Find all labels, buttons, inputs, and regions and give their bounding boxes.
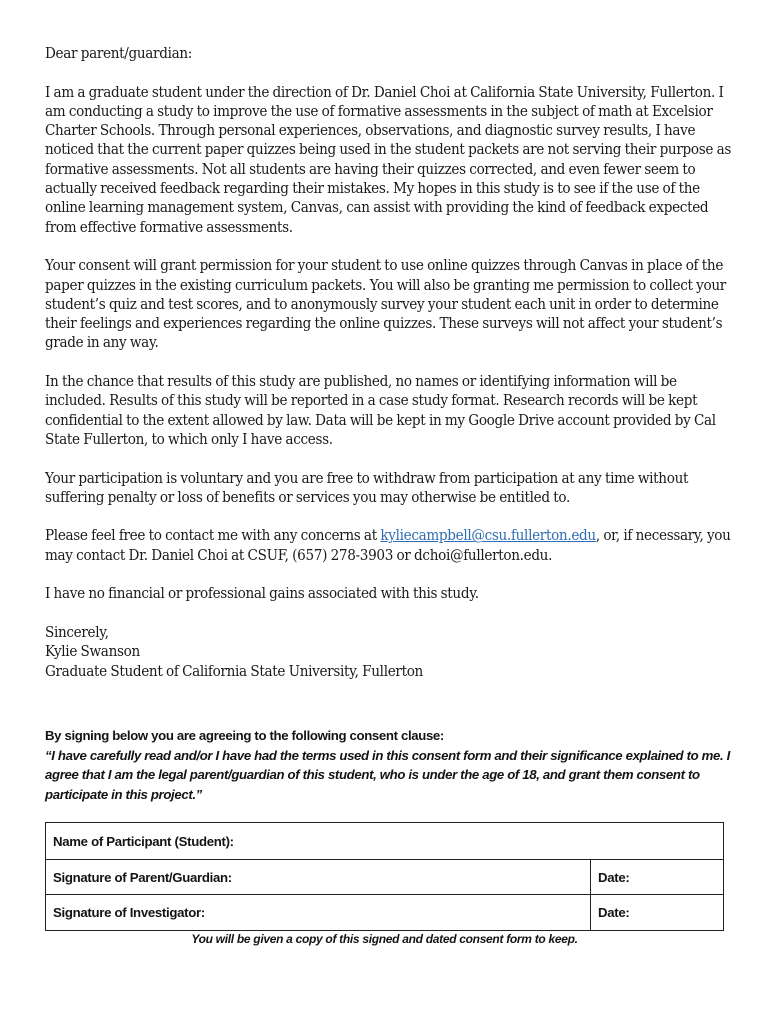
letter-text: [45, 44, 735, 681]
parent-signature-row: [46, 860, 724, 895]
investigator-date-label: Date:: [598, 905, 630, 920]
paragraph-confidentiality: In the chance that results of this study are published, no names or identifying information will be included. Results of this study will be reported in a case study format. Research records will be kept confidential to the extent allowed by law. Data will be kept in my Google Drive account provided by Cal State Fullerton, to which only I have access.: [45, 373, 716, 448]
salutation: Dear parent/guardian:: [45, 45, 193, 62]
consent-quote: “I have carefully read and/or I have had the terms used in this consent form and their significance explained to me. I agree that I am the legal parent/guardian of this student, who is under the age of 18, and grant them consent to participate in this project.”: [45, 747, 730, 802]
paragraph-contact: [45, 526, 735, 565]
paragraph-disclosure: I have no financial or professional gains associated with this study.: [45, 585, 479, 603]
copy-footnote: You will be given a copy of this signed and dated consent form to keep.: [191, 932, 578, 946]
participant-name-label: Name of Participant (Student):: [53, 833, 234, 849]
closing: Sincerely,: [45, 623, 109, 641]
parent-signature-label: Signature of Parent/Guardian:: [53, 869, 232, 885]
signer-name: Kylie Swanson: [45, 643, 140, 661]
consent-clause: [45, 726, 735, 804]
participant-row: [46, 823, 724, 860]
investigator-date-field[interactable]: [591, 895, 724, 931]
signature-table: [45, 822, 724, 931]
paragraph-consent-scope: Your consent will grant permission for your student to use online quizzes through Canvas in place of the paper quizzes in the existing curriculum packets. You will also be granting me permission to collect your student’s quiz and test scores, and to anonymously survey your student each unit in order to determine their feelings and experiences regarding the online quizzes. These surveys will not affect your student’s grade in any way.: [45, 257, 726, 352]
consent-heading: By signing below you are agreeing to the following consent clause:: [45, 728, 444, 743]
parent-signature-field[interactable]: [46, 860, 591, 895]
parent-date-field[interactable]: [591, 860, 724, 895]
signer-title: Graduate Student of California State University, Fullerton: [45, 662, 423, 680]
letter-body: [45, 44, 735, 681]
parent-date-label: Date:: [598, 869, 630, 885]
participant-name-field[interactable]: [46, 823, 724, 860]
paragraph-study-purpose: I am a graduate student under the direction of Dr. Daniel Choi at California State University, Fullerton. I am conducting a study to improve the use of formative assessments in the subject of math at Excelsior Charter Schools. Through personal experiences, observations, and diagnostic survey results, I have noticed that the current paper quizzes being used in the student packets are not serving their purpose as formative assessments. Not all students are having their quizzes corrected, and even fewer seem to actually received feedback regarding their mistakes. My hopes in this study is to see if the use of the online learning management system, Canvas, can assist with providing the kind of feedback expected from effective formative assessments.: [45, 83, 732, 236]
investigator-signature-field[interactable]: [46, 895, 591, 931]
paragraph-voluntary: Your participation is voluntary and you are free to withdraw from participation at any time without suffering penalty or loss of benefits or services you may otherwise be entitled to.: [45, 469, 689, 506]
contact-text-before: Please feel free to contact me with any concerns at: [45, 527, 381, 545]
email-link[interactable]: kyliecampbell@csu.fullerton.edu: [380, 527, 596, 545]
contact-text-after: , or, if necessary, you may contact Dr. Daniel Choi at CSUF, (657) 278-3903 or dchoi@fullerton.edu.: [45, 527, 731, 564]
investigator-signature-label: Signature of Investigator:: [53, 905, 205, 920]
investigator-signature-row: [46, 895, 724, 931]
